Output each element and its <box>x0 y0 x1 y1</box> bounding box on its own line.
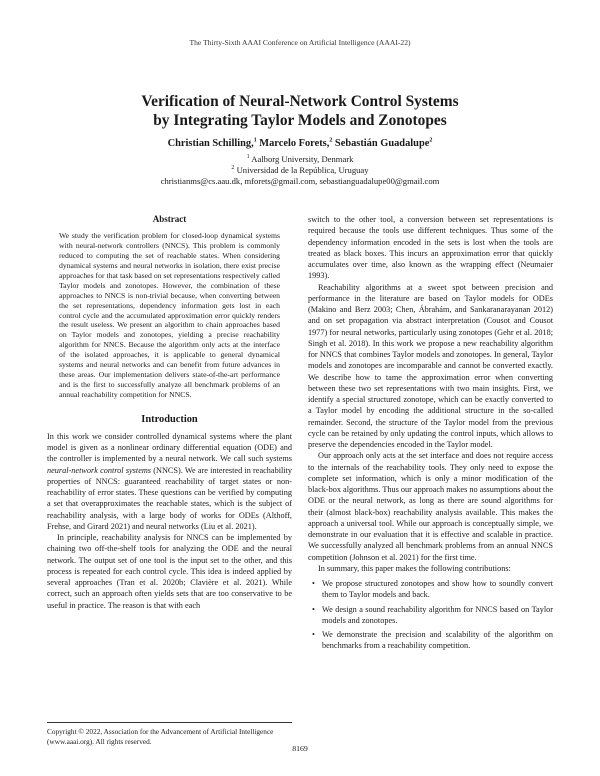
right-column <box>308 214 553 655</box>
author-affil-mark: 1 <box>253 137 257 144</box>
affiliation-line: $^2$ Universidad de la República, Uruguay <box>231 165 369 175</box>
list-item: • We propose structured zonotopes and show how to soundly convert them to Taylor models and back. <box>308 578 553 601</box>
left-column <box>47 214 292 611</box>
intro-paragraph: Our approach only acts at the set interface and does not require access to the internals of the reachability tools. They only need to expose the complete set information, which is only a minor modification of the black-box algorithms. Thus our approach makes no assumptions about the ODE or the neural network, as long as there are sound algorithms for their (almost black-box) reachability analysis available. This makes the approach a universal tool. While our approach is conceptually simple, we demonstrate in our evaluation that it is effective and scalable in practice. We successfully analyzed all benchmark problems from an annual NNCS competition (Johnson et al. 2021) for the first time. <box>308 451 554 562</box>
abstract-body <box>47 231 292 399</box>
page-number: 8169 <box>292 744 308 753</box>
copyright-notice: Copyright © 2022, Association for the Advancement of Artificial Intelligence (www.aaai.org). All rights reserved. <box>47 722 292 746</box>
list-item: • We demonstrate the precision and scalability of the algorithm on benchmarks from a reachability competition. <box>308 629 553 652</box>
affiliations <box>0 154 600 187</box>
title-line-2: by Integrating Taylor Models and Zonotopes <box>153 112 447 129</box>
affiliation-line: $^1$ Aalborg University, Denmark <box>246 154 354 164</box>
list-item: • We design a sound reachability algorithm for NNCS based on Taylor models and zonotopes. <box>308 604 553 627</box>
author-name: Christian Schilling, <box>167 138 254 149</box>
introduction-heading: Introduction <box>141 413 198 425</box>
author-name: Marcelo Forets, <box>259 138 330 149</box>
intro-paragraph: Reachability algorithms at a sweet spot between precision and performance in the literature are based on Taylor models for ODEs (Makino and Berz 2003; Chen, Ábrahám, and Sankaranarayanan 2012) and on set propagation via abstract interpretation (Cousot and Cousot 1977) for neural networks, particularly using zonotopes (Gehr et al. 2018; Singh et al. 2018). In this work we propose a new reachability algorithm for NNCS that combines Taylor models and zonotopes. In general, Taylor models and zonotopes are incomparable and cannot be converted exactly. We describe how to tame the approximation error when converting between these two set representations with two main insights. First, we identify a special structured zonotope, which can be exactly converted to a Taylor model by encoding the additional structure in the so-called remainder. Second, the structure of the Taylor model from the previous cycle can be retained by only updating the control inputs, which allows to preserve the dependencies encoded in the Taylor model. <box>308 282 553 449</box>
paper-title <box>0 92 600 130</box>
introduction-body <box>47 431 292 611</box>
author-affil-mark: 2 <box>429 137 433 144</box>
abstract-heading: Abstract <box>152 214 187 224</box>
title-line-1: Verification of Neural-Network Control Systems <box>141 93 459 110</box>
intro-paragraph: In this work we consider controlled dynamical systems where the plant model is given as a nonlinear ordinary differential equation (ODE) and the controller is implemented by a neural network. We call such systems neural-network control systems (NNCS). We are interested in reachability properties of NNCS: guaranteed reachability of target states or non-reachability of error states. These questions can be verified by computing a set that overapproximates the reachable states, which is the subject of reachability analysis, with a large body of works for ODEs (Althoff, Frehse, and Girard 2021) and neural networks (Liu et al. 2021). <box>47 431 292 531</box>
intro-paragraph: In summary, this paper makes the following contributions: <box>318 563 511 573</box>
author-name: Sebastián Guadalupe <box>334 138 430 149</box>
author-emails: christianms@cs.aau.dk, mforets@gmail.com, sebastianguadalupe00@gmail.com <box>160 176 440 186</box>
venue-header: The Thirty-Sixth AAAI Conference on Artificial Intelligence (AAAI-22) <box>189 38 411 47</box>
intro-paragraph: In principle, reachability analysis for NNCS can be implemented by chaining two off-the-shelf tools for analyzing the ODE and the neural network. The output set of one tool is the input set to the other, and this process is repeated for each control cycle. This idea is indeed applied by several approaches (Tran et al. 2020b; Clavière et al. 2021). While correct, such an approach often yields sets that are too conservative to be useful in practice. The reason is that with each <box>47 533 292 610</box>
author-affil-mark: 2 <box>329 137 333 144</box>
abstract-text: We study the verification problem for closed-loop dynamical systems with neural-network controllers (NNCS). This problem is commonly reduced to computing the set of reachable states. When considering dynamical systems and neural networks in isolation, there exist precise approaches for that task based on set representations respectively called Taylor models and zonotopes. However, the combination of these approaches to NNCS is non-trivial because, when converting between the set representations, dependency information gets lost in each control cycle and the accumulated approximation error quickly renders the result useless. We present an algorithm to chain approaches based on Taylor models and zonotopes, yielding a precise reachability algorithm for NNCS. Because the algorithm only acts at the interface of the isolated approaches, it is applicable to general dynamical systems and neural networks and can benefit from future advances in these areas. Our implementation delivers state-of-the-art performance and is the first to successfully analyze all benchmark problems of an annual reachability competition for NNCS. <box>59 231 280 399</box>
contributions-list <box>308 578 553 652</box>
intro-paragraph-continued: switch to the other tool, a conversion between set representations is required because the tools use different techniques. Thus some of the dependency information encoded in the sets is lost when the tools are treated as black boxes. This incurs an approximation error that quickly accumulates over time, also known as the wrapping effect (Neumaier 1993). <box>308 215 553 281</box>
author-list <box>0 138 600 149</box>
